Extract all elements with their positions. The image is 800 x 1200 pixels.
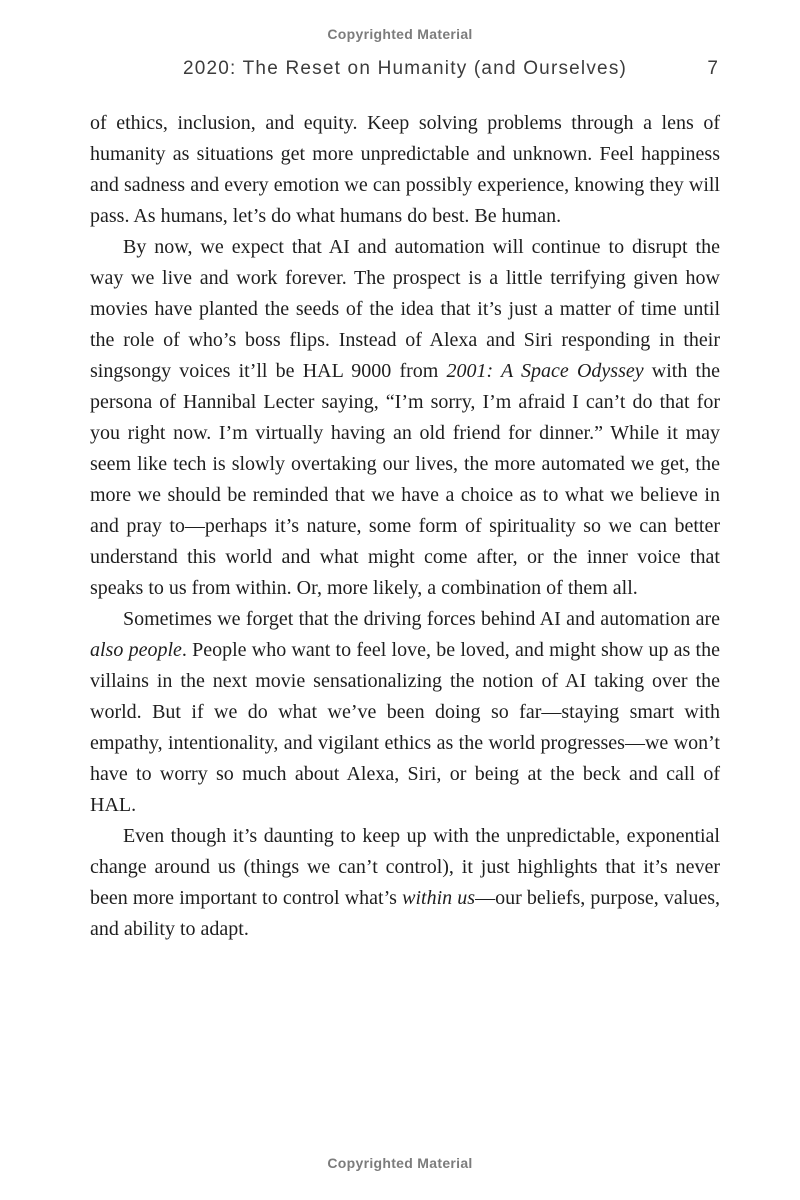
copyright-notice-top: Copyrighted Material bbox=[327, 26, 473, 42]
copyright-notice-bottom: Copyrighted Material bbox=[327, 1155, 473, 1171]
body-paragraph: Even though it’s daunting to keep up with the unpredictable, exponential change around us (things we can’t control), it just highlights that it’s never been more important to control what’s within us—our beliefs, purpose, values, and ability to adapt. bbox=[90, 825, 721, 940]
body-paragraph: Sometimes we forget that the driving forces behind AI and automation are also people. People who want to feel love, be loved, and might show up as the villains in the next movie sensationalizing the notion of AI taking over the world. But if we do what we’ve been doing so far—staying smart with empathy, intentionality, and vigilant ethics as the world progresses—we won’t have to worry so much about Alexa, Siri, or being at the beck and call of HAL. bbox=[90, 608, 720, 816]
chapter-title: 2020: The Reset on Humanity (and Ourselves) bbox=[182, 58, 628, 79]
body-paragraph: of ethics, inclusion, and equity. Keep solving problems through a lens of humanity as situations get more unpredictable and unknown. Feel happiness and sadness and every emotion we can possibly experience, knowing they will pass. As humans, let’s do what humans do best. Be human. bbox=[90, 112, 720, 227]
page-body bbox=[90, 108, 720, 945]
page-number: 7 bbox=[707, 58, 718, 79]
running-header bbox=[90, 58, 720, 80]
body-paragraph: By now, we expect that AI and automation will continue to disrupt the way we live and work forever. The prospect is a little terrifying given how movies have planted the seeds of the idea that it’s just a matter of time until the role of who’s boss flips. Instead of Alexa and Siri responding in their singsongy voices it’ll be HAL 9000 from 2001: A Space Odyssey with the persona of Hannibal Lecter saying, “I’m sorry, I’m afraid I can’t do that for you right now. I’m virtually having an old friend for dinner.” While it may seem like tech is slowly overtaking our lives, the more automated we get, the more we should be reminded that we have a choice as to what we believe in and pray to—perhaps it’s nature, some form of spirituality so we can better understand this world and what might come after, or the inner voice that speaks to us from within. Or, more likely, a combination of them all. bbox=[90, 236, 720, 599]
